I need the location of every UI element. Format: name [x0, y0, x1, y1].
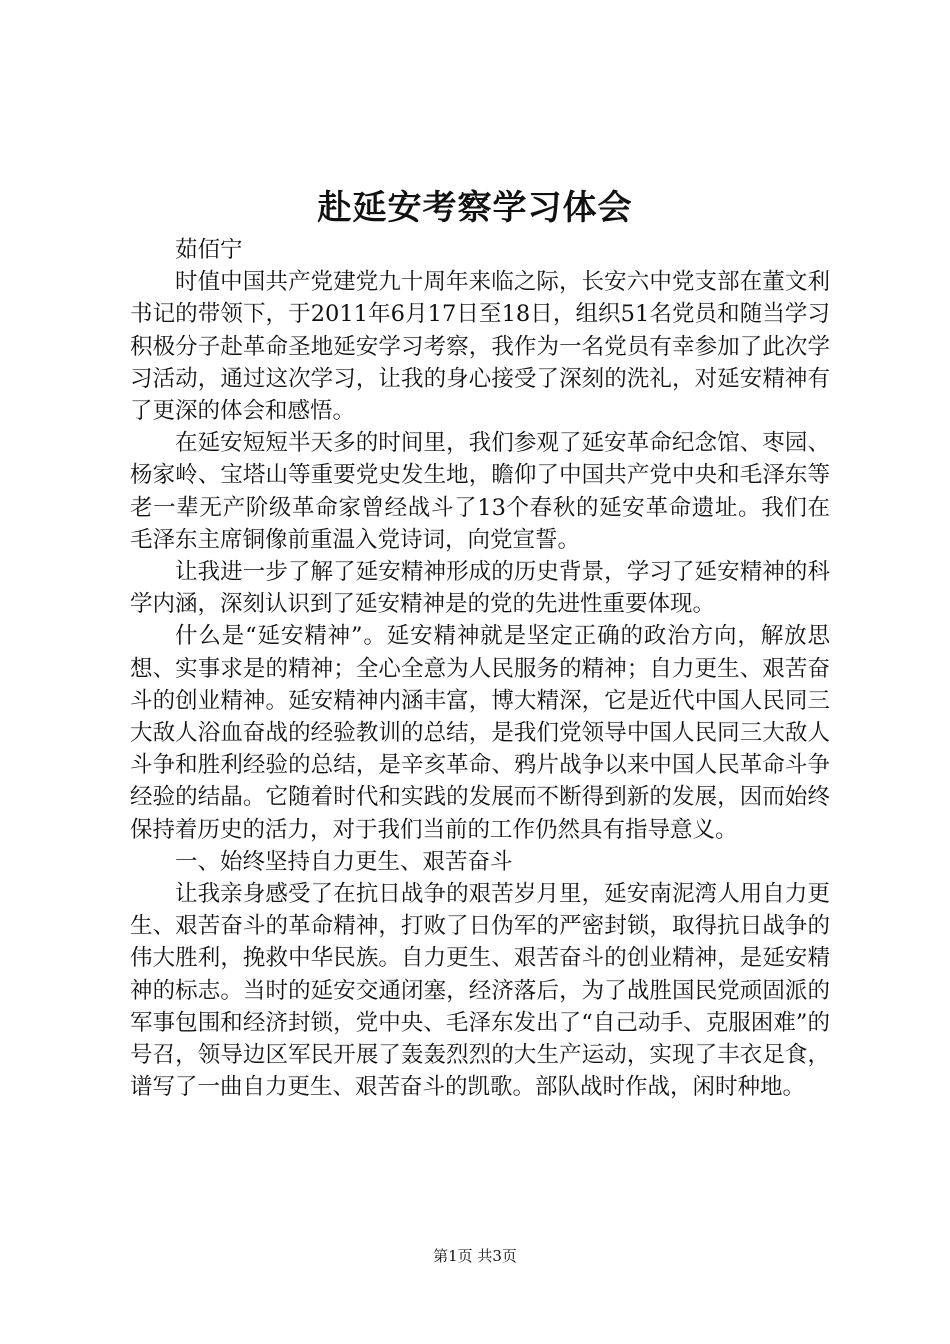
paragraph: 在延安短短半天多的时间里，我们参观了延安革命纪念馆、枣园、杨家岭、宝塔山等重要党史发生地，瞻仰了中国共产党中央和毛泽东等老一辈无产阶级革命家曾经战斗了13个春秋的延安革命遗址。我们在毛泽东主席铜像前重温入党诗词，向党宣誓。: [130, 430, 830, 553]
paragraph: 让我进一步了解了延安精神形成的历史背景，学习了延安精神的科学内涵，深刻认识到了延安精神是的党的先进性重要体现。: [130, 559, 830, 618]
section-heading: 一、始终坚持自力更生、艰苦奋斗: [175, 848, 513, 875]
paragraph: 时值中国共产党建党九十周年来临之际，长安六中党支部在董文利书记的带领下，于2011年6月17日至18日，组织51名党员和随当学习积极分子赴革命圣地延安学习考察，我作为一名党员有幸参加了此次学习活动，通过这次学习，让我的身心接受了深刻的洗礼，对延安精神有了更深的体会和感悟。: [130, 269, 830, 425]
paragraph: 什么是“延安精神”。延安精神就是坚定正确的政治方向，解放思想、实事求是的精神；全心全意为人民服务的精神；自力更生、艰苦奋斗的创业精神。延安精神内涵丰富，博大精深，它是近代中国人民同三大敌人浴血奋战的经验教训的总结，是我们党领导中国人民同三大敌人斗争和胜利经验的总结，是辛亥革命、鸦片战争以来中国人民革命斗争经验的结晶。它随着时代和实践的发展而不断得到新的发展，因而始终保持着历史的活力，对于我们当前的工作仍然具有指导意义。: [130, 623, 830, 843]
document-body: [130, 234, 830, 1103]
author-line: 茹佰宁: [175, 237, 243, 263]
paragraph: 让我亲身感受了在抗日战争的艰苦岁月里，延安南泥湾人用自力更生、艰苦奋斗的革命精神，打败了日伪军的严密封锁，取得抗日战争的伟大胜利，挽救中华民族。自力更生、艰苦奋斗的创业精神，是延安精神的标志。当时的延安交通闭塞，经济落后，为了战胜国民党顽固派的军事包围和经济封锁，党中央、毛泽东发出了“自己动手、克服困难”的号召，领导边区军民开展了轰轰烈烈的大生产运动，实现了丰衣足食，谱写了一曲自力更生、艰苦奋斗的凯歌。部队战时作战，闲时种地。: [130, 881, 830, 1101]
page-number-footer: 第1页 共3页: [433, 1247, 517, 1265]
document-title: 赴延安考察学习体会: [317, 188, 633, 228]
